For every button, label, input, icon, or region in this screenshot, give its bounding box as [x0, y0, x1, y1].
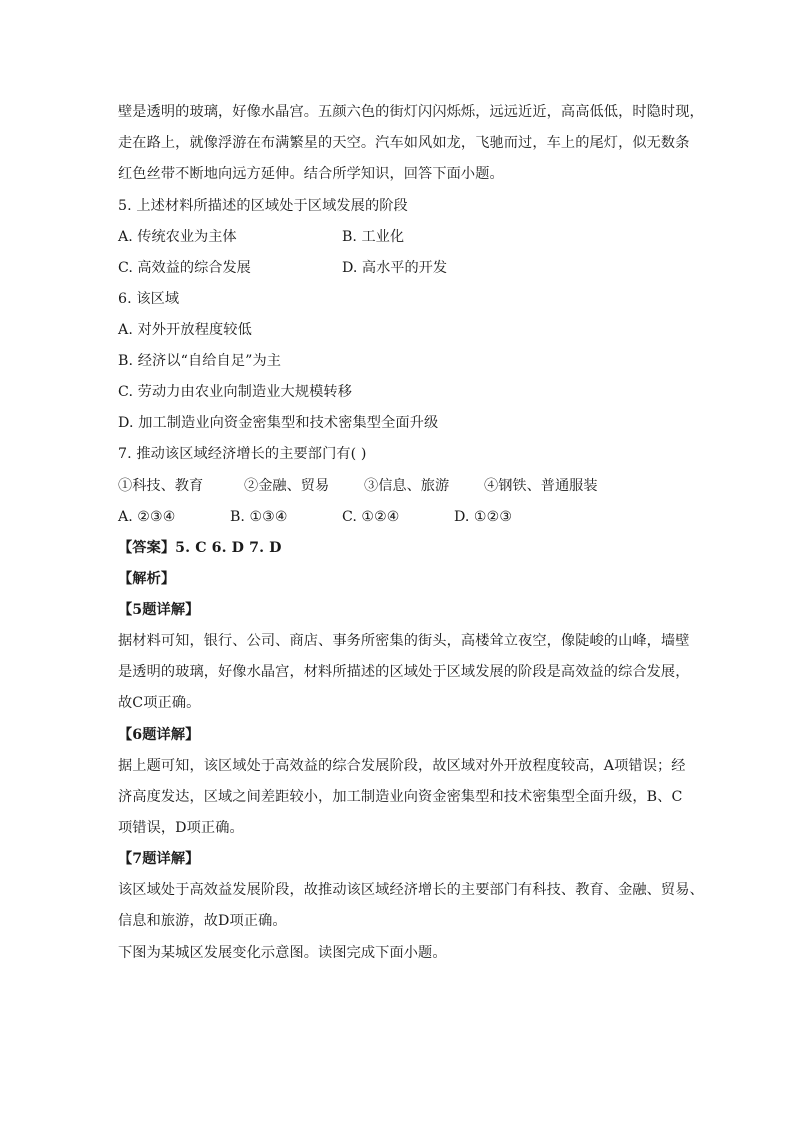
detail-7-line: 该区域处于高效益发展阶段，故推动该区域经济增长的主要部门有科技、教育、金融、贸易、 [118, 882, 704, 898]
analysis-heading: 【解析】 [118, 571, 176, 587]
passage-line: 红色丝带不断地向远方延伸。结合所学知识，回答下面小题。 [118, 166, 504, 182]
detail-6-line: 项错误，D项正确。 [118, 820, 244, 836]
question-7-stem: 7. 推动该区域经济增长的主要部门有( ) [118, 446, 367, 462]
passage-line: 走在路上，就像浮游在布满繁星的天空。汽车如风如龙，飞驰而过，车上的尾灯，似无数条 [118, 135, 690, 151]
option-b: B. ①③④ [230, 509, 288, 525]
option-c: C. 高效益的综合发展 [118, 260, 251, 276]
detail-6-line: 济高度发达，区域之间差距较小，加工制造业向资金密集型和技术密集型全面升级，B、C [118, 789, 683, 805]
option-c: C. ①②④ [342, 509, 400, 525]
option-a: A. 传统农业为主体 [118, 229, 237, 245]
question-7-options-row [118, 507, 688, 527]
option-a: A. 对外开放程度较低 [118, 322, 252, 338]
detail-7-heading: 【7题详解】 [118, 851, 200, 867]
question-5-stem: 5. 上述材料所描述的区域处于区域发展的阶段 [118, 198, 408, 214]
option-a: A. ②③④ [118, 509, 176, 525]
option-b: B. 工业化 [342, 229, 405, 245]
detail-5-heading: 【5题详解】 [118, 602, 200, 618]
item-4: ④钢铁、普通服装 [484, 478, 598, 494]
option-d: D. ①②③ [454, 509, 513, 525]
detail-5-line: 据材料可知，银行、公司、商店、事务所密集的街头，高楼耸立夜空，像陡峻的山峰，墙壁 [118, 633, 690, 649]
detail-6-heading: 【6题详解】 [118, 727, 200, 743]
question-5-options-row-1 [118, 227, 688, 247]
next-section-intro: 下图为某城区发展变化示意图。读图完成下面小题。 [118, 945, 447, 961]
question-7-items-row [118, 476, 688, 496]
option-d: D. 高水平的开发 [342, 260, 448, 276]
item-2: ②金融、贸易 [244, 478, 330, 494]
question-6-stem: 6. 该区域 [118, 291, 180, 307]
detail-5-line: 是透明的玻璃，好像水晶宫，材料所描述的区域处于区域发展的阶段是高效益的综合发展， [118, 664, 690, 680]
option-b: B. 经济以“自给自足”为主 [118, 353, 282, 369]
passage-line: 壁是透明的玻璃，好像水晶宫。五颜六色的街灯闪闪烁烁，远远近近，高高低低，时隐时现， [118, 104, 704, 120]
option-d: D. 加工制造业向资金密集型和技术密集型全面升级 [118, 415, 439, 431]
item-3: ③信息、旅游 [364, 478, 450, 494]
option-c: C. 劳动力由农业向制造业大规模转移 [118, 384, 352, 400]
answer-line: 【答案】5. C 6. D 7. D [118, 540, 282, 556]
detail-6-line: 据上题可知，该区域处于高效益的综合发展阶段，故区域对外开放程度较高，A项错误；经 [118, 758, 686, 774]
detail-5-line: 故C项正确。 [118, 695, 201, 711]
item-1: ①科技、教育 [118, 478, 204, 494]
question-5-options-row-2 [118, 258, 688, 278]
detail-7-line: 信息和旅游，故D项正确。 [118, 913, 287, 929]
